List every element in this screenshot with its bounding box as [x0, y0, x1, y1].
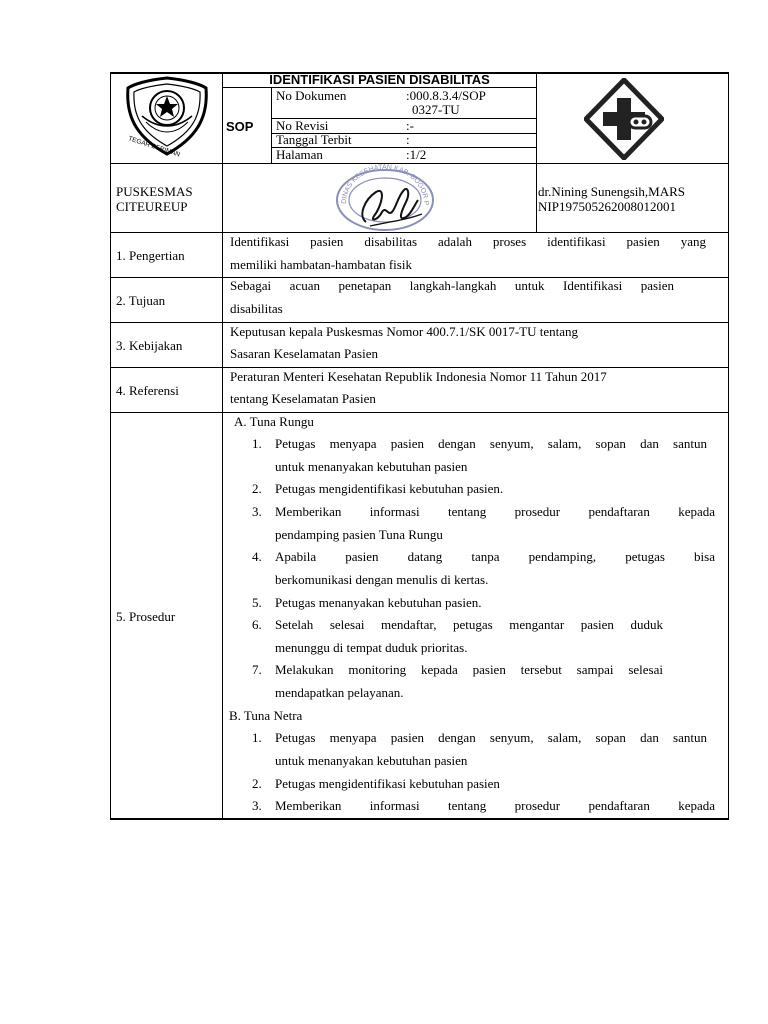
stamp-text: DINAS KESEHATAN KAB. BOGOR P	[340, 164, 430, 206]
field-label-tanggal-terbit: Tanggal Terbit	[276, 132, 352, 147]
section-label-tujuan: 2. Tujuan	[116, 293, 166, 308]
section-label-pengertian: 1. Pengertian	[116, 248, 185, 263]
list-item-text: Petugas menanyakan kebutuhan pasien.	[275, 595, 482, 610]
signer-name: dr.Nining Sunengsih,MARS	[538, 184, 685, 199]
list-item-text: Apabila pasien datang tanpa pendamping, petugas bisa	[275, 549, 715, 564]
field-label-no-dokumen: No Dokumen	[276, 88, 347, 103]
list-item-text: Melakukan monitoring kepada pasien tersebut sampai selesai	[275, 662, 663, 677]
list-item-text: Setelah selesai mendaftar, petugas mengantar pasien duduk	[275, 617, 663, 632]
list-item-number: 1.	[252, 730, 262, 745]
tujuan-text-line1: Sebagai acuan penetapan langkah-langkah untuk Identifikasi pasien	[230, 278, 674, 293]
section-label-prosedur: 5. Prosedur	[116, 609, 176, 624]
org-name-line1: PUSKESMAS	[116, 184, 193, 199]
field-value-tanggal-terbit: :	[406, 132, 410, 147]
org-name-line2: CITEUREUP	[116, 199, 188, 214]
signer-nip: NIP197505262008012001	[538, 199, 676, 214]
group-heading-tuna-rungu: A. Tuna Rungu	[234, 414, 314, 429]
list-item-text: Petugas menyapa pasien dengan senyum, salam, sopan dan santun	[275, 436, 707, 451]
list-item-text-cont: untuk menanyakan kebutuhan pasien	[275, 459, 468, 474]
list-item-number: 4.	[252, 549, 262, 564]
field-value-no-dokumen-cont: 0327-TU	[412, 102, 460, 117]
sop-label: SOP	[226, 119, 254, 134]
field-value-halaman: :1/2	[406, 147, 427, 162]
section-label-referensi: 4. Referensi	[116, 383, 179, 398]
kebijakan-text-line1: Keputusan kepala Puskesmas Nomor 400.7.1/SK 0017-TU tentang	[230, 324, 579, 339]
list-item-number: 3.	[252, 504, 262, 519]
list-item-text-cont: mendapatkan pelayanan.	[275, 685, 404, 700]
list-item-number: 2.	[252, 776, 262, 791]
field-value-no-dokumen: :000.8.3.4/SOP	[406, 88, 486, 103]
pengertian-text-line1: Identifikasi pasien disabilitas adalah proses identifikasi pasien yang	[230, 234, 706, 249]
kebijakan-text-line2: Sasaran Keselamatan Pasien	[230, 346, 379, 361]
section-label-kebijakan: 3. Kebijakan	[116, 338, 183, 353]
puskesmas-logo	[584, 78, 664, 160]
shield-emblem-icon	[116, 74, 218, 162]
list-item-number: 1.	[252, 436, 262, 451]
field-label-no-revisi: No Revisi	[276, 118, 329, 133]
tujuan-text-line2: disabilitas	[230, 301, 283, 316]
list-item-number: 2.	[252, 481, 262, 496]
list-item-text: Petugas mengidentifikasi kebutuhan pasien	[275, 776, 500, 791]
list-item-text: Memberikan informasi tentang prosedur pendaftaran kepada	[275, 504, 715, 519]
list-item-text-cont: berkomunikasi dengan menulis di kertas.	[275, 572, 489, 587]
list-item-text-cont: menunggu di tempat duduk prioritas.	[275, 640, 468, 655]
referensi-text-line2: tentang Keselamatan Pasien	[230, 391, 376, 406]
list-item-text-cont: untuk menanyakan kebutuhan pasien	[275, 753, 468, 768]
cross-logo-icon	[584, 78, 664, 160]
svg-text:TEGAR BERIMAN: TEGAR BERIMAN	[127, 135, 181, 159]
list-item-text-cont: pendamping pasien Tuna Rungu	[275, 527, 443, 542]
list-item-number: 7.	[252, 662, 262, 677]
referensi-text-line1: Peraturan Menteri Kesehatan Republik Indonesia Nomor 11 Tahun 2017	[230, 369, 607, 384]
list-item-number: 3.	[252, 798, 262, 813]
list-item-text: Memberikan informasi tentang prosedur pendaftaran kepada	[275, 798, 715, 813]
list-item-number: 6.	[252, 617, 262, 632]
field-value-no-revisi: :-	[406, 118, 414, 133]
list-item-number: 5.	[252, 595, 262, 610]
field-label-halaman: Halaman	[276, 147, 323, 162]
regency-logo	[116, 74, 218, 162]
list-item-text: Petugas mengidentifikasi kebutuhan pasien.	[275, 481, 504, 496]
document-title: IDENTIFIKASI PASIEN DISABILITAS	[269, 72, 490, 87]
list-item-text: Petugas menyapa pasien dengan senyum, salam, sopan dan santun	[275, 730, 707, 745]
group-heading-tuna-netra: B. Tuna Netra	[229, 708, 303, 723]
signature	[348, 176, 428, 232]
pengertian-text-line2: memiliki hambatan-hambatan fisik	[230, 257, 412, 272]
